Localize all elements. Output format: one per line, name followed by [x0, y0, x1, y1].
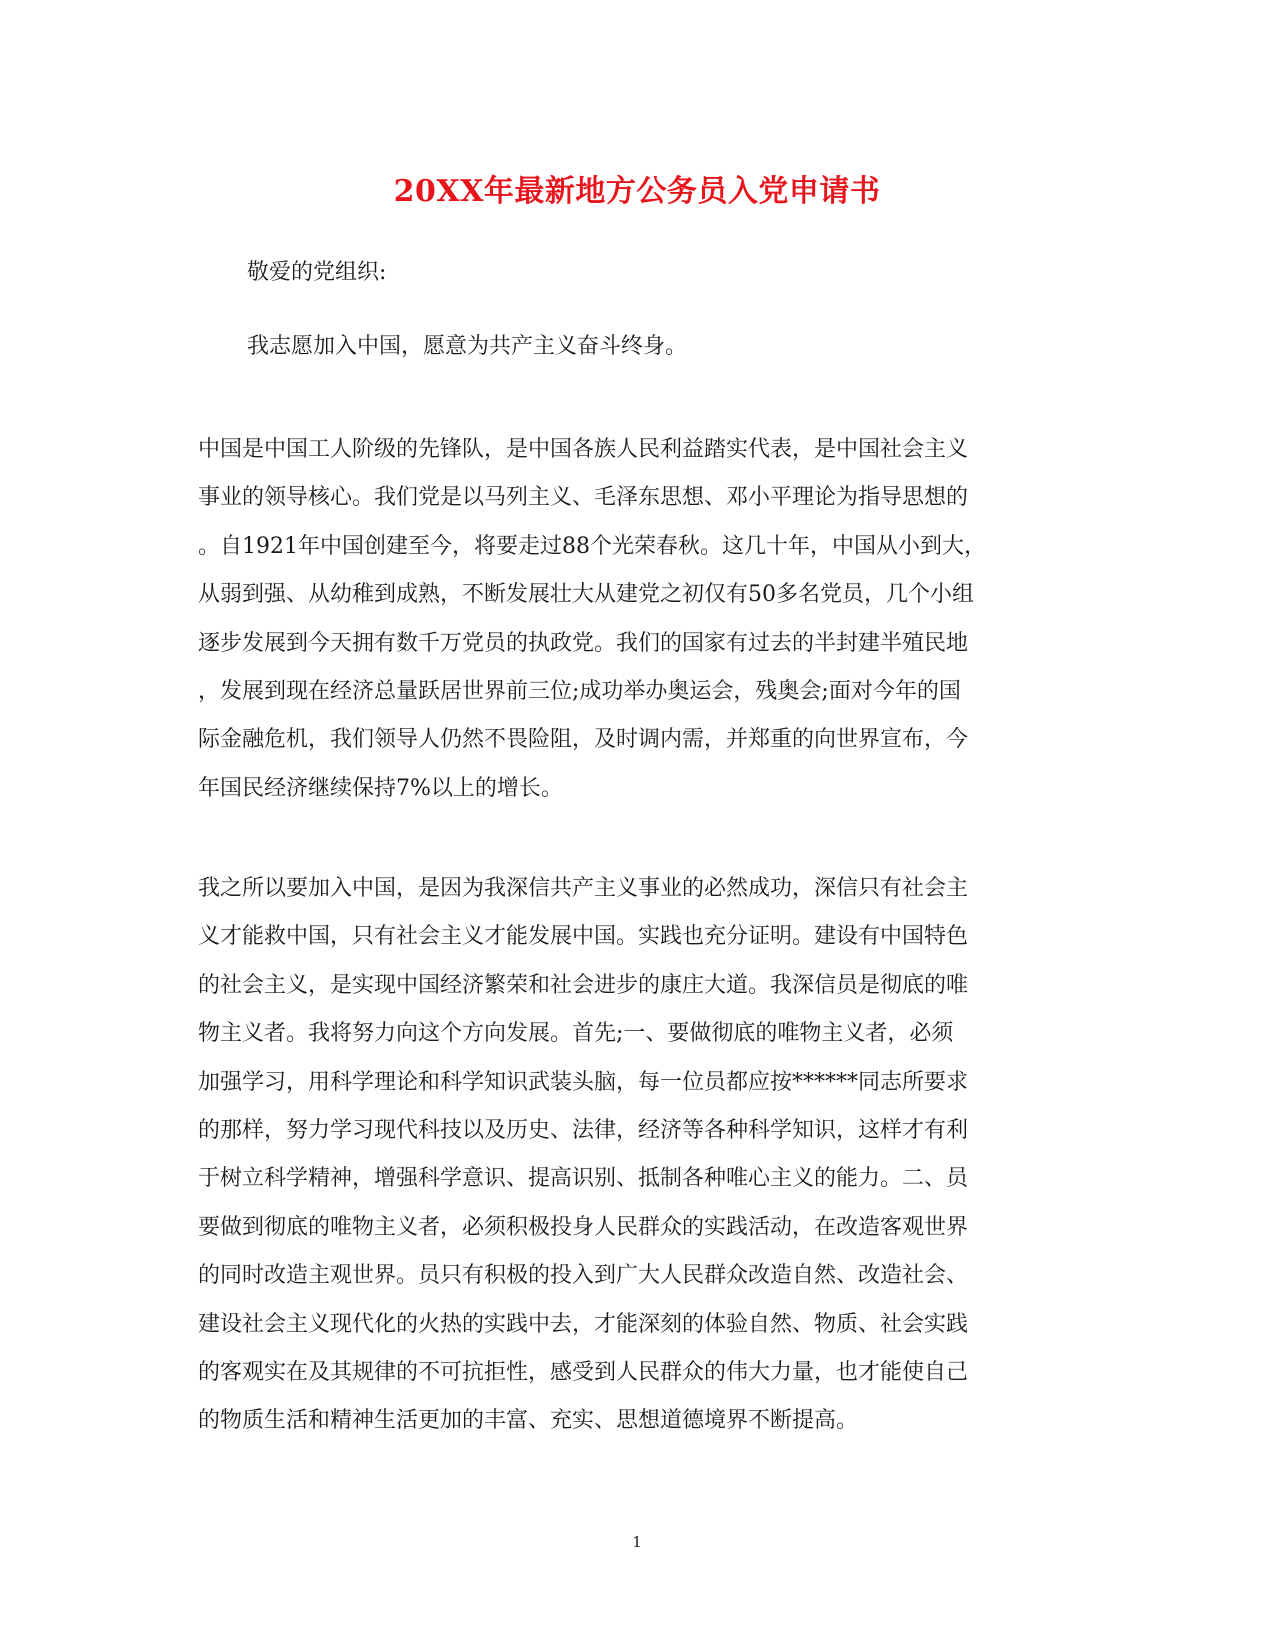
paragraph-line: 的客观实在及其规律的不可抗拒性，感受到人民群众的伟大力量，也才能使自己 — [198, 1359, 969, 1385]
paragraph-line: 从弱到强、从幼稚到成熟，不断发展壮大从建党之初仅有50多名党员，几个小组 — [198, 582, 974, 608]
salutation: 敬爱的党组织: — [247, 260, 387, 285]
paragraph-line: 我之所以要加入中国，是因为我深信共产主义事业的必然成功，深信只有社会主 — [198, 876, 969, 901]
paragraph-line: 。自1921年中国创建至今，将要走过88个光荣春秋。这几十年，中国从小到大， — [198, 533, 986, 559]
paragraph-line: 于树立科学精神，增强科学意识、提高识别、抵制各种唯心主义的能力。二、员 — [198, 1166, 969, 1192]
paragraph-2 — [198, 874, 1078, 1455]
paragraph-line: 义才能救中国，只有社会主义才能发展中国。实践也充分证明。建设有中国特色 — [198, 924, 969, 950]
paragraph-line: 的那样，努力学习现代科技以及历史、法律，经济等各种科学知识，这样才有利 — [198, 1117, 969, 1143]
paragraph-line: ，发展到现在经济总量跃居世界前三位;成功举办奥运会，残奥会;面对今年的国 — [198, 678, 961, 704]
document-title: 20XX年最新地方公务员入党申请书 — [393, 174, 881, 209]
paragraph-line: 际金融危机，我们领导人仍然不畏险阻，及时调内需，并郑重的向世界宣布，今 — [198, 727, 969, 753]
paragraph-line: 逐步发展到今天拥有数千万党员的执政党。我们的国家有过去的半封建半殖民地 — [198, 630, 969, 656]
paragraph-line: 要做到彻底的唯物主义者，必须积极投身人民群众的实践活动，在改造客观世界 — [198, 1214, 969, 1240]
paragraph-line: 的社会主义，是实现中国经济繁荣和社会进步的康庄大道。我深信员是彻底的唯 — [198, 972, 969, 998]
paragraph-line: 加强学习，用科学理论和科学知识武装头脑，每一位员都应按******同志所要求 — [198, 1069, 969, 1095]
paragraph-line: 中国是中国工人阶级的先锋队，是中国各族人民利益踏实代表，是中国社会主义 — [198, 437, 969, 462]
paragraph-line: 建设社会主义现代化的火热的实践中去，才能深刻的体验自然、物质、社会实践 — [198, 1311, 969, 1337]
paragraph-line: 的物质生活和精神生活更加的丰富、充实、思想道德境界不断提高。 — [198, 1408, 859, 1434]
paragraph-line: 的同时改造主观世界。员只有积极的投入到广大人民群众改造自然、改造社会、 — [198, 1263, 969, 1289]
opening-statement: 我志愿加入中国，愿意为共产主义奋斗终身。 — [247, 334, 688, 359]
paragraph-line: 事业的领导核心。我们党是以马列主义、毛泽东思想、邓小平理论为指导思想的 — [198, 485, 969, 511]
paragraph-1 — [198, 435, 1078, 822]
paragraph-line: 物主义者。我将努力向这个方向发展。首先;一、要做彻底的唯物主义者，必须 — [198, 1021, 954, 1047]
page-number: 1 — [632, 1533, 642, 1551]
paragraph-line: 年国民经济继续保持7%以上的增长。 — [198, 775, 563, 801]
